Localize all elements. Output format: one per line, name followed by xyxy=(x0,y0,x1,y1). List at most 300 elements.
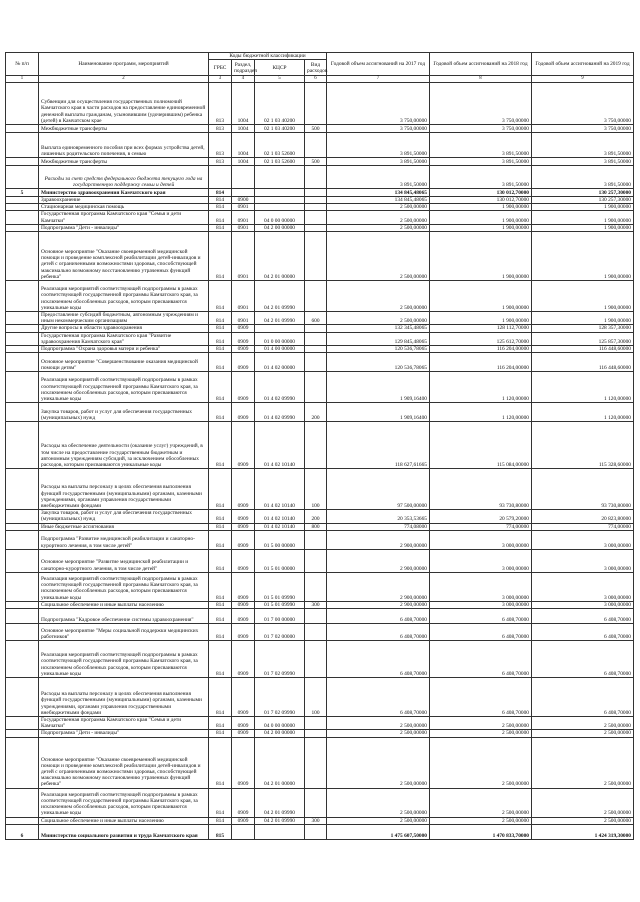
row-amount-2018: 774,00000 xyxy=(430,523,532,530)
row-amount-2018: 93 730,80000 xyxy=(430,469,532,510)
row-grbs: 814 xyxy=(209,312,232,325)
row-razdel: 0909 xyxy=(232,530,255,549)
row-amount-2018: 1 900,00000 xyxy=(430,312,532,325)
column-number: 1 xyxy=(6,76,39,83)
row-amount-2017: 6 408,70000 xyxy=(327,678,430,717)
row-kcsr: 01 4 02 00000 xyxy=(255,353,305,372)
row-amount-2017: 2 500,00000 xyxy=(327,224,430,231)
row-amount-2018: 1 900,00000 xyxy=(430,224,532,231)
row-kcsr: 04 2 01 09990 xyxy=(255,788,305,817)
table-row xyxy=(6,211,634,224)
row-name: Предоставление субсидий бюджетным, автономным учреждениям и иным некоммерческим организациям xyxy=(39,312,209,325)
row-grbs: 814 xyxy=(209,232,232,281)
row-name: Подпрограмма "Дети - инвалиды" xyxy=(39,224,209,231)
row-razdel: 0909 xyxy=(232,737,255,788)
row-grbs xyxy=(209,166,232,189)
row-grbs: 813 xyxy=(209,83,232,125)
row-grbs: 814 xyxy=(209,788,232,817)
row-amount-2017: 1 909,16400 xyxy=(327,403,430,422)
row-grbs: 814 xyxy=(209,678,232,717)
row-grbs: 814 xyxy=(209,730,232,737)
row-amount-2019: 1 900,00000 xyxy=(532,211,634,224)
row-amount-2017: 2 900,00000 xyxy=(327,601,430,608)
row-kcsr: 02 1 03 40200 xyxy=(255,125,305,133)
column-number: 5 xyxy=(255,76,305,83)
col-number-header: № п/п xyxy=(6,53,39,76)
row-vid xyxy=(305,609,327,624)
row-amount-2019: 2 500,00000 xyxy=(532,730,634,737)
row-razdel: 0900 xyxy=(232,197,255,204)
row-number xyxy=(6,83,39,125)
row-number xyxy=(6,204,39,211)
row-grbs: 814 xyxy=(209,817,232,824)
table-row xyxy=(6,224,634,231)
row-number xyxy=(6,125,39,133)
row-razdel: 1004 xyxy=(232,83,255,125)
row-name: Реализация мероприятий соответствующей подпрограммы в рамках соответствующей государственной программы Камчатского края, за исключением обособленных расходов, которым присваиваются уникальные коды xyxy=(39,281,209,312)
row-vid xyxy=(305,737,327,788)
row-amount-2017: 2 500,00000 xyxy=(327,281,430,312)
row-kcsr xyxy=(255,166,305,189)
row-vid xyxy=(305,281,327,312)
row-number xyxy=(6,717,39,730)
row-number xyxy=(6,422,39,469)
row-vid xyxy=(305,549,327,572)
codes-group-header: Коды бюджетной классификации xyxy=(209,53,327,60)
row-vid xyxy=(305,166,327,189)
row-vid: 500 xyxy=(305,125,327,133)
row-kcsr: 04 2 00 00000 xyxy=(255,224,305,231)
row-vid xyxy=(305,641,327,678)
row-grbs: 814 xyxy=(209,422,232,469)
row-kcsr: 04 2 00 00000 xyxy=(255,730,305,737)
row-name: Иные бюджетные ассигнования xyxy=(39,523,209,530)
row-kcsr: 02 1 03 40200 xyxy=(255,83,305,125)
table-row xyxy=(6,624,634,641)
column-number: 8 xyxy=(430,76,532,83)
row-razdel: 0909 xyxy=(232,346,255,353)
row-grbs: 813 xyxy=(209,125,232,133)
row-number xyxy=(6,678,39,717)
row-vid xyxy=(305,133,327,158)
row-name: Министерство здравоохранения Камчатского края xyxy=(39,189,209,197)
table-row xyxy=(6,737,634,788)
row-kcsr: 04 0 00 00000 xyxy=(255,717,305,730)
table-row xyxy=(6,281,634,312)
row-amount-2018: 6 408,70000 xyxy=(430,624,532,641)
row-grbs: 814 xyxy=(209,372,232,403)
col-name-header: Наименование программ, мероприятий xyxy=(39,53,209,76)
row-number xyxy=(6,166,39,189)
row-amount-2018: 3 891,50000 xyxy=(430,158,532,166)
column-number: 7 xyxy=(327,76,430,83)
row-amount-2018: 6 408,70000 xyxy=(430,678,532,717)
row-number xyxy=(6,510,39,523)
row-amount-2017: 1 909,16400 xyxy=(327,372,430,403)
row-kcsr: 01 4 00 00000 xyxy=(255,346,305,353)
row-razdel: 0909 xyxy=(232,325,255,332)
row-name: Расходы на выплаты персоналу в целях обеспечения выполнения функций государственными (муниципальными) органами, казенными учреждениями, органами управления государственными внебюджетными фондами xyxy=(39,678,209,717)
row-vid: 600 xyxy=(305,312,327,325)
row-number xyxy=(6,523,39,530)
row-name: Межбюджетные трансферты xyxy=(39,125,209,133)
row-amount-2018: 2 500,00000 xyxy=(430,737,532,788)
table-row xyxy=(6,403,634,422)
row-amount-2018: 1 900,00000 xyxy=(430,211,532,224)
row-number xyxy=(6,158,39,166)
column-number: 4 xyxy=(232,76,255,83)
row-amount-2019: 125 857,30000 xyxy=(532,332,634,345)
row-amount-2019: 3 891,50000 xyxy=(532,158,634,166)
row-amount-2019: 2 500,00000 xyxy=(532,817,634,824)
table-row xyxy=(6,510,634,523)
row-name: Основное мероприятие "Оказание своевременной медицинской помощи и проведение комплексной реабилитации детей-инвалидов и детей с ограниченными возможностями здоровья, способствующей максимально возможному восстановлению утраченных функций ребенка" xyxy=(39,737,209,788)
row-kcsr: 01 4 02 10140 xyxy=(255,469,305,510)
row-name: Закупка товаров, работ и услуг для обеспечения государственных (муниципальных) нужд xyxy=(39,403,209,422)
row-amount-2019: 6 408,70000 xyxy=(532,678,634,717)
column-number: 3 xyxy=(209,76,232,83)
row-grbs: 814 xyxy=(209,717,232,730)
row-razdel: 0909 xyxy=(232,601,255,608)
row-vid: 300 xyxy=(305,817,327,824)
row-number xyxy=(6,211,39,224)
row-razdel: 0909 xyxy=(232,641,255,678)
row-vid xyxy=(305,83,327,125)
row-razdel: 0909 xyxy=(232,624,255,641)
row-vid xyxy=(305,730,327,737)
row-amount-2017: 3 891,50000 xyxy=(327,133,430,158)
row-name: Реализация мероприятий соответствующей подпрограммы в рамках соответствующей государственной программы Камчатского края, за исключением обособленных расходов, которым присваиваются уникальные коды xyxy=(39,572,209,601)
row-grbs: 814 xyxy=(209,204,232,211)
row-kcsr: 01 4 02 10140 xyxy=(255,422,305,469)
row-amount-2019: 6 408,70000 xyxy=(532,641,634,678)
row-name: Подпрограмма "Дети - инвалиды" xyxy=(39,730,209,737)
row-kcsr xyxy=(255,824,305,839)
row-vid xyxy=(305,572,327,601)
row-name: Реализация мероприятий соответствующей подпрограммы в рамках соответствующей государственной программы Камчатского края, за исключением обособленных расходов, которым присваиваются уникальные коды xyxy=(39,788,209,817)
table-row xyxy=(6,133,634,158)
row-kcsr xyxy=(255,325,305,332)
row-amount-2018: 125 612,70000 xyxy=(430,332,532,345)
row-name: Подпрограмма "Развитие медицинской реабилитации и санаторно-курортного лечения, в том числе детей" xyxy=(39,530,209,549)
row-name: Основное мероприятие "Оказание своевременной медицинской помощи и проведение комплексной реабилитации детей-инвалидов и детей с ограниченными возможностями здоровья, способствующей максимально возможному восстановлению утраченных функций ребенка" xyxy=(39,232,209,281)
row-vid: 200 xyxy=(305,510,327,523)
row-vid: 100 xyxy=(305,678,327,717)
row-razdel: 0909 xyxy=(232,372,255,403)
row-amount-2017: 118 627,61665 xyxy=(327,422,430,469)
column-number-row xyxy=(6,76,634,83)
row-grbs: 814 xyxy=(209,211,232,224)
row-amount-2017: 2 500,00000 xyxy=(327,717,430,730)
row-amount-2019: 1 900,00000 xyxy=(532,204,634,211)
table-row xyxy=(6,312,634,325)
row-razdel: 0909 xyxy=(232,817,255,824)
row-amount-2017: 134 845,48065 xyxy=(327,189,430,197)
row-vid xyxy=(305,422,327,469)
row-amount-2018: 130 012,70000 xyxy=(430,189,532,197)
row-amount-2018: 2 500,00000 xyxy=(430,717,532,730)
table-row xyxy=(6,788,634,817)
table-row xyxy=(6,204,634,211)
row-amount-2018: 1 900,00000 xyxy=(430,281,532,312)
row-vid xyxy=(305,232,327,281)
row-amount-2018: 3 750,00000 xyxy=(430,83,532,125)
table-row xyxy=(6,332,634,345)
row-amount-2017: 2 500,00000 xyxy=(327,211,430,224)
row-amount-2018: 3 000,00000 xyxy=(430,601,532,608)
row-kcsr: 01 4 02 09990 xyxy=(255,372,305,403)
row-amount-2019: 2 500,00000 xyxy=(532,788,634,817)
table-row xyxy=(6,824,634,839)
row-grbs: 814 xyxy=(209,510,232,523)
row-amount-2019: 3 000,00000 xyxy=(532,549,634,572)
row-razdel: 0909 xyxy=(232,717,255,730)
row-number xyxy=(6,403,39,422)
col-razdel-header: Раздел, подраздел xyxy=(232,60,255,76)
row-grbs: 814 xyxy=(209,641,232,678)
row-amount-2018: 1 900,00000 xyxy=(430,204,532,211)
row-amount-2017: 129 845,48065 xyxy=(327,332,430,345)
column-number: 9 xyxy=(532,76,634,83)
row-grbs: 814 xyxy=(209,737,232,788)
table-row xyxy=(6,189,634,197)
row-number xyxy=(6,530,39,549)
row-amount-2018: 1 120,00000 xyxy=(430,403,532,422)
row-vid xyxy=(305,189,327,197)
table-row xyxy=(6,469,634,510)
row-grbs: 814 xyxy=(209,469,232,510)
row-grbs: 815 xyxy=(209,824,232,839)
row-vid xyxy=(305,353,327,372)
row-amount-2019: 130 257,30000 xyxy=(532,189,634,197)
row-amount-2019: 1 120,00000 xyxy=(532,372,634,403)
table-row xyxy=(6,158,634,166)
row-amount-2018: 2 500,00000 xyxy=(430,788,532,817)
row-vid: 300 xyxy=(305,601,327,608)
row-razdel: 0909 xyxy=(232,523,255,530)
row-razdel: 0909 xyxy=(232,469,255,510)
row-razdel: 0909 xyxy=(232,572,255,601)
row-vid: 500 xyxy=(305,158,327,166)
row-grbs: 814 xyxy=(209,189,232,197)
row-number xyxy=(6,133,39,158)
row-name: Выплата единовременного пособия при всех формах устройства детей, лишенных родительского попечения, в семью xyxy=(39,133,209,158)
row-name: Подпрограмма "Охрана здоровья матери и ребенка" xyxy=(39,346,209,353)
row-amount-2019: 1 900,00000 xyxy=(532,232,634,281)
table-row xyxy=(6,678,634,717)
row-number xyxy=(6,609,39,624)
row-name: Подпрограмма "Кадровое обеспечение системы здравоохранения" xyxy=(39,609,209,624)
table-row xyxy=(6,353,634,372)
row-number xyxy=(6,232,39,281)
table-row xyxy=(6,601,634,608)
row-amount-2019: 3 750,00000 xyxy=(532,125,634,133)
row-razdel: 0909 xyxy=(232,549,255,572)
row-kcsr: 04 2 01 09990 xyxy=(255,281,305,312)
row-amount-2019: 3 891,50000 xyxy=(532,133,634,158)
row-vid: 200 xyxy=(305,403,327,422)
row-razdel: 0901 xyxy=(232,204,255,211)
row-grbs: 814 xyxy=(209,523,232,530)
row-name: Основное мероприятие "Меры социальной поддержки медицинских работников" xyxy=(39,624,209,641)
row-grbs: 814 xyxy=(209,332,232,345)
table-row xyxy=(6,530,634,549)
row-amount-2019: 1 120,00000 xyxy=(532,403,634,422)
row-grbs: 814 xyxy=(209,325,232,332)
row-razdel xyxy=(232,166,255,189)
row-name: Государственная программа Камчатского края "Семья и дети Камчатки" xyxy=(39,717,209,730)
row-amount-2019: 3 000,00000 xyxy=(532,572,634,601)
row-number xyxy=(6,641,39,678)
row-amount-2017: 3 891,50000 xyxy=(327,158,430,166)
row-razdel: 1004 xyxy=(232,133,255,158)
table-row xyxy=(6,641,634,678)
row-amount-2018: 1 900,00000 xyxy=(430,232,532,281)
row-name: Государственная программа Камчатского края "Семья и дети Камчатки" xyxy=(39,211,209,224)
row-kcsr: 04 2 01 09990 xyxy=(255,312,305,325)
row-amount-2019: 6 408,70000 xyxy=(532,624,634,641)
row-amount-2017: 2 500,00000 xyxy=(327,232,430,281)
table-row xyxy=(6,166,634,189)
row-amount-2017: 97 500,00000 xyxy=(327,469,430,510)
row-amount-2018: 3 000,00000 xyxy=(430,572,532,601)
row-amount-2018: 116 204,00000 xyxy=(430,346,532,353)
row-grbs: 813 xyxy=(209,133,232,158)
row-name: Здравоохранение xyxy=(39,197,209,204)
row-razdel: 0909 xyxy=(232,353,255,372)
row-vid xyxy=(305,346,327,353)
row-grbs: 814 xyxy=(209,353,232,372)
row-amount-2017: 2 500,00000 xyxy=(327,817,430,824)
row-kcsr: 01 4 02 10140 xyxy=(255,510,305,523)
row-kcsr xyxy=(255,189,305,197)
row-kcsr: 01 0 00 00000 xyxy=(255,332,305,345)
row-grbs: 814 xyxy=(209,549,232,572)
row-vid xyxy=(305,372,327,403)
row-kcsr: 01 4 02 10140 xyxy=(255,523,305,530)
row-amount-2019: 3 750,00000 xyxy=(532,83,634,125)
row-amount-2018: 116 204,00000 xyxy=(430,353,532,372)
row-amount-2017: 2 500,00000 xyxy=(327,788,430,817)
row-name: Министерство социального развития и труда Камчатского края xyxy=(39,824,209,839)
row-razdel: 0909 xyxy=(232,788,255,817)
row-number xyxy=(6,281,39,312)
row-name: Реализация мероприятий соответствующей подпрограммы в рамках соответствующей государственной программы Камчатского края, за исключением обособленных расходов, которым присваиваются уникальные коды xyxy=(39,372,209,403)
table-row xyxy=(6,730,634,737)
row-razdel: 0901 xyxy=(232,312,255,325)
row-number: 6 xyxy=(6,824,39,839)
row-name: Расходы за счет средств федерального бюджета текущего года на государственную поддержку семьи и детей xyxy=(39,166,209,189)
row-amount-2019: 2 500,00000 xyxy=(532,717,634,730)
row-amount-2018: 2 500,00000 xyxy=(430,730,532,737)
row-amount-2017: 2 500,00000 xyxy=(327,312,430,325)
row-amount-2017: 134 845,48065 xyxy=(327,197,430,204)
row-kcsr: 02 1 03 52600 xyxy=(255,133,305,158)
col-kcsr-header: КЦСР xyxy=(255,60,305,76)
row-razdel: 0901 xyxy=(232,281,255,312)
row-amount-2018: 128 112,70000 xyxy=(430,325,532,332)
row-vid xyxy=(305,325,327,332)
row-amount-2017: 3 750,00000 xyxy=(327,125,430,133)
row-amount-2019: 1 900,00000 xyxy=(532,281,634,312)
row-amount-2017: 2 500,00000 xyxy=(327,737,430,788)
row-amount-2018: 3 891,50000 xyxy=(430,166,532,189)
row-amount-2018: 3 891,50000 xyxy=(430,133,532,158)
budget-table xyxy=(5,52,634,840)
row-amount-2017: 120 536,78065 xyxy=(327,346,430,353)
table-row xyxy=(6,523,634,530)
row-amount-2017: 2 900,00000 xyxy=(327,549,430,572)
table-row xyxy=(6,232,634,281)
column-number: 2 xyxy=(39,76,209,83)
row-grbs: 814 xyxy=(209,601,232,608)
row-amount-2017: 120 536,78065 xyxy=(327,353,430,372)
row-razdel: 0901 xyxy=(232,232,255,281)
row-vid xyxy=(305,717,327,730)
row-amount-2017: 1 475 607,50000 xyxy=(327,824,430,839)
header-row xyxy=(6,53,634,60)
row-grbs: 814 xyxy=(209,624,232,641)
row-razdel: 0901 xyxy=(232,224,255,231)
row-grbs: 813 xyxy=(209,158,232,166)
table-row xyxy=(6,125,634,133)
row-amount-2017: 3 891,50000 xyxy=(327,166,430,189)
row-amount-2018: 115 084,00000 xyxy=(430,422,532,469)
row-amount-2018: 3 750,00000 xyxy=(430,125,532,133)
row-amount-2019: 6 408,70000 xyxy=(532,609,634,624)
row-kcsr: 01 5 01 09990 xyxy=(255,601,305,608)
row-amount-2019: 3 000,00000 xyxy=(532,530,634,549)
row-name: Расходы на выплаты персоналу в целях обеспечения выполнения функций государственными (муниципальными) органами, казенными учреждениями, органами управления государственными внебюджетными фондами xyxy=(39,469,209,510)
row-amount-2017: 2 500,00000 xyxy=(327,204,430,211)
row-kcsr: 01 5 01 00000 xyxy=(255,549,305,572)
table-row xyxy=(6,817,634,824)
row-name: Другие вопросы в области здравоохранения xyxy=(39,325,209,332)
row-number xyxy=(6,346,39,353)
row-amount-2018: 130 012,70000 xyxy=(430,197,532,204)
row-number xyxy=(6,601,39,608)
row-amount-2017: 774,08000 xyxy=(327,523,430,530)
row-amount-2017: 132 345,48065 xyxy=(327,325,430,332)
row-amount-2017: 2 900,00000 xyxy=(327,530,430,549)
table-row xyxy=(6,609,634,624)
row-amount-2019: 1 424 319,30000 xyxy=(532,824,634,839)
row-amount-2018: 20 579,20000 xyxy=(430,510,532,523)
row-name: Основное мероприятие "Развитие медицинской реабилитации и санаторно-курортного лечения, в том числе детей" xyxy=(39,549,209,572)
row-razdel: 0909 xyxy=(232,422,255,469)
col-grbs-header: ГРБС xyxy=(209,60,232,76)
row-amount-2017: 6 408,70000 xyxy=(327,624,430,641)
row-razdel xyxy=(232,824,255,839)
row-kcsr: 04 2 01 00000 xyxy=(255,737,305,788)
row-amount-2019: 3 000,00000 xyxy=(532,601,634,608)
row-name: Реализация мероприятий соответствующей подпрограммы в рамках соответствующей государственной программы Камчатского края, за исключением обособленных расходов, которым присваиваются уникальные коды xyxy=(39,641,209,678)
row-vid xyxy=(305,624,327,641)
row-grbs: 814 xyxy=(209,572,232,601)
row-number xyxy=(6,469,39,510)
row-name: Социальное обеспечение и иные выплаты населению xyxy=(39,817,209,824)
row-amount-2018: 1 470 833,70000 xyxy=(430,824,532,839)
row-amount-2017: 2 500,00000 xyxy=(327,730,430,737)
col-2019-header: Годовой объем ассигнований на 2019 год xyxy=(532,53,634,76)
row-amount-2017: 2 900,00000 xyxy=(327,572,430,601)
col-2017-header: Годовой объем ассигнований на 2017 год xyxy=(327,53,430,76)
row-number xyxy=(6,730,39,737)
table-row xyxy=(6,325,634,332)
row-number xyxy=(6,624,39,641)
row-vid xyxy=(305,211,327,224)
row-kcsr: 01 7 02 00000 xyxy=(255,624,305,641)
